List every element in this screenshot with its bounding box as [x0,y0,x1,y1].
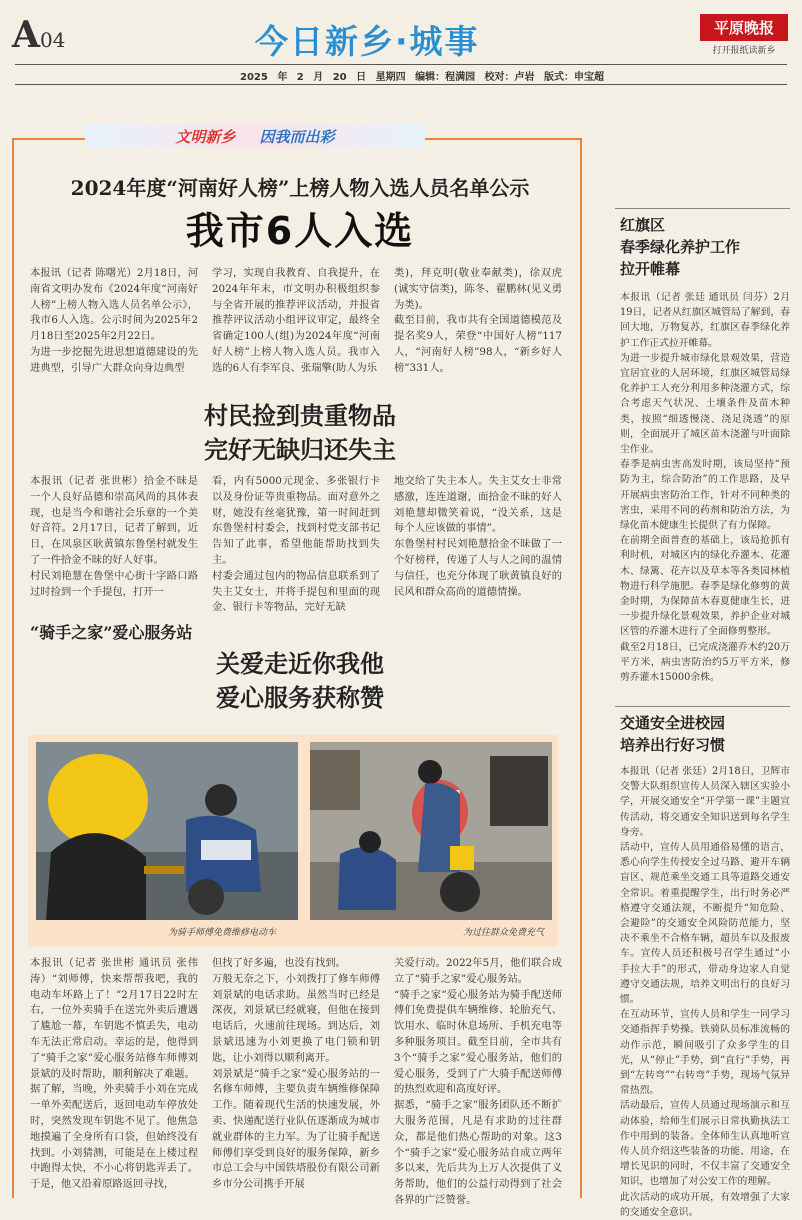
sidebar1-headline-1: 红旗区 [620,216,666,234]
sidebar-divider [615,208,790,209]
article3-col2: 但找了好多遍，也没有找到。 万般无奈之下，小刘拨打了修车师傅刘景斌的电话求助。虽然当时已经是深夜，刘景斌已经就寝，但他在接到电话后，火速前往现场。到达后，刘景斌迅速为小刘更换了电门锁和钥匙，让小刘得以顺利离开。 刘景斌是“骑手之家”爱心服务站的一名修车师傅，主要负责车辆维修保障工作。随着现代生活的快速发展，外卖、快递配送行业队伍逐渐成为城市就业群体的主力军。为了让骑手配送师傅们享受到良好的服务保障，新乡市总工会与中国铁塔股份有限公司新乡市分公司携手开展 [212,957,380,1191]
sidebar2-body: 本报讯（记者 张廷）2月18日，卫辉市交警大队组织宣传人员深入辖区实验小学，开展交通安全“开学第一课”主题宣传活动，将交通安全知识送到每名学生身旁。 活动中，宣传人员用通俗易懂的语言，悉心向学生传授安全过马路、避开车辆盲区、规范乘坐交通工具等道路交通安全常识。着重提醒学生，出行时务必严格遵守交通法规，不断提升“知危险、会避险”的交通安全风险防范能力，坚决不乘坐不合格车辆，超员车以及报废车。宣传人员还积极号召学生通过“小手拉大手”的形式，带动身边家人自觉遵守交通法规，培养文明出行的良好习惯。 在互动环节，宣传人员和学生一同学习交通指挥手势操。铁骑队员标准流畅的动作示范，瞬间吸引了众多学生的目光，从“停止”手势，到“直行”手势，再到“左转弯”“右转弯”手势，现场气氛异常热烈。 活动最后，宣传人员通过现场演示和互动体验，给师生们展示日常执勤执法工作中用到的装备。全体师生认真地听宣传人员介绍这些装备的功能、用途，在增长见识的同时，不仅丰富了交通安全知识，也增加了对公安工作的理解。 此次活动的成功开展，有效增强了大家的交通安全意识。 [620,766,790,1218]
article3-col1: 本报讯（记者 张世彬 通讯员 张伟涛）“刘师傅，快来帮帮我吧，我的电动车坏路上了！”2月17日22时左右，一位外卖骑手在送完外卖后遭遇了尴尬一幕，车钥匙不慎丢失，电动车无法正常启动。幸运的是，他得到了“骑手之家”爱心服务站修车师傅刘景斌的及时帮助，顺利解决了难题。 据了解，当晚，外卖骑手小刘在完成一单外卖配送后，返回电动车停放处时，突然发现车钥匙不见了。他焦急地摸遍了全身所有口袋，但始终没有找到。小刘猜测，可能是在上楼过程中跑得太快，不小心将钥匙弄丢了。于是，他又沿着原路返回寻找， [30,957,198,1191]
article1-title: 2024年度“河南好人榜”上榜人物入选人员名单公示 [70,176,530,200]
article2-headline-1: 村民捡到贵重物品 [204,402,396,430]
sidebar1-body: 本报讯（记者 张廷 通讯员 闫芬）2月19日，记者从红旗区城管局了解到，春回大地，万物复苏，红旗区春季绿化养护工作正式拉开帷幕。 为进一步提升城市绿化景观效果，营造宜居宜业的人居环境，红旗区城管局绿化养护工人充分利用多种浇灌方式，综合考虑天气状况、土壤条件及苗木种类，按照“细透慢浇、浇足浇透”的原则，全面展开了城区苗木浇灌与叶面除尘作业。 春季是病虫害高发时期，该局坚持“预防为主，综合防治”的工作思路，及早开展病虫害防治工作，针对不同种类的害虫，采用不同的药剂和防治方法，为绿化苗木健康生长提供了有力保障。 在前期全面普查的基础上，该局抢抓有利时机，对城区内的绿化乔灌木、花灌木、绿篱、花卉以及草本等各类园林植物进行科学施肥。春季是绿化修剪的黄金时期，为保障苗木春夏健康生长，进一步提升绿化景观效果，养护企业对城区管的乔灌木进行了全面修剪整形。 截至2月18日，已完成浇灌乔木约20万平方米，病虫害防治约5万平方米，修剪乔灌木15000余株。 [620,292,790,684]
sidebar2-headline-2: 培养出行好习惯 [620,736,726,754]
article3-headline-2: 爱心服务获称赞 [216,684,384,712]
photo-repair-ebike [36,742,298,920]
divider [15,64,787,65]
caption-right: 为过往群众免费充气 [463,928,545,938]
article1-headline: 我市6人入选 [185,209,415,253]
photo-strip [28,735,558,947]
page-number: A04 [12,14,66,56]
article1-col3: 类)，拜克明(敬业奉献类)，徐双虎(诚实守信类)，陈冬、翟鹏林(见义勇为类)。 截至目前，我市共有全国道德模范及提名奖9人，荣登“中国好人榜”117人，“河南好人榜”98人，“新乡好人榜”331人。 [394,267,562,374]
caption-left: 为骑手师傅免费维修电动车 [168,928,277,938]
article2-headline-2: 完好无缺归还失主 [204,436,396,464]
article2-col1: 本报讯（记者 张世彬）拾金不昧是一个人良好品德和崇高风尚的具体表现，也是当今和谐社会乐章的一个美好音符。2月17日，记者了解到，近日，在凤泉区耿黄镇东鲁堡村就发生了一件拾金不昧的好人好事。 村民刘艳慧在鲁堡中心街十字路口路过时捡到一个手提包，打开一 [30,475,198,598]
article2-col2: 看，内有5000元现金、多张银行卡以及身份证等贵重物品。面对意外之财，她没有丝毫犹豫，第一时间赶到东鲁堡村村委会，找到村党支部书记告知了此事，希望他能帮助找到失主。 村委会通过包内的物品信息联系到了失主艾女士，并将手提包和里面的现金、银行卡等物品，完好无缺 [212,475,380,614]
newspaper-logo: 平原晚报 打开报纸读新乡 [700,14,788,56]
article1-col2: 学习，实现自我教育、自我提升，在2024年年末，市文明办积极组织参与全省开展的推荐评议活动，并报省推荐评议活动小组评议审定，最终全省确定100人(组)为2024年度“河南好人榜”上榜人物入选人员。我市入选的6人有李军良、张瑞擎(助人为乐 [212,267,380,374]
article2-col3: 地交给了失主本人。失主艾女士非常感激，连连道谢，面拾金不昧的好人刘艳慧却微笑着说，“没关系，这是每个人应该做的事情”。 东鲁堡村村民刘艳慧拾金不昧做了一个好榜样，传递了人与人之间的温情与信任，也充分体现了耿黄镇良好的民风和群众高尚的道德情操。 [394,475,562,598]
article3-headline-1: 关爱走近你我他 [216,650,384,678]
article3-kicker: “骑手之家”爱心服务站 [30,623,193,642]
divider [15,84,787,85]
sidebar1-headline-3: 拉开帷幕 [620,260,681,278]
article3-col3: 关爱行动。2022年5月，他们联合成立了“骑手之家”爱心服务站。 “骑手之家”爱心服务站为骑手配送师傅们免费提供车辆维修、轮胎充气、饮用水、临时休息场所、手机充电等多种服务项目。截至目前，全市共有3个“骑手之家”爱心服务站，他们的爱心服务，受到了广大骑手配送师傅的热烈欢迎和高度好评。 据悉，“骑手之家”服务团队还不断扩大服务范围，凡是有求助的过往群众，都是他们热心帮助的对象。这3个“骑手之家”爱心服务站自成立两年多以来，先后共为上万人次提供了义务帮助，他们的公益行动得到了社会各界的广泛赞誉。 [394,957,562,1206]
section-title: 今日新乡·城事 [255,22,480,61]
article1-col1: 本报讯（记者 陈曙光）2月18日，河南省文明办发布《2024年度“河南好人榜”上榜人物入选人员名单公示》，我市6人入选。公示时间为2025年2月18日至2025年2月22日。 为进一步挖掘先进思想道德建设的先进典型，引导广大群众向身边典型 [30,267,198,374]
civilization-banner: 文明新乡 因我而出彩 [85,124,425,148]
dateline: 2025 年 2 月 20 日 星期四 编辑：程满园 校对：卢岩 版式：申宝超 [240,72,605,83]
sidebar2-headline-1: 交通安全进校园 [620,714,726,732]
sidebar-divider [615,706,790,707]
sidebar1-headline-2: 春季绿化养护工作 [620,238,741,256]
photo-pump-tire [310,742,552,920]
